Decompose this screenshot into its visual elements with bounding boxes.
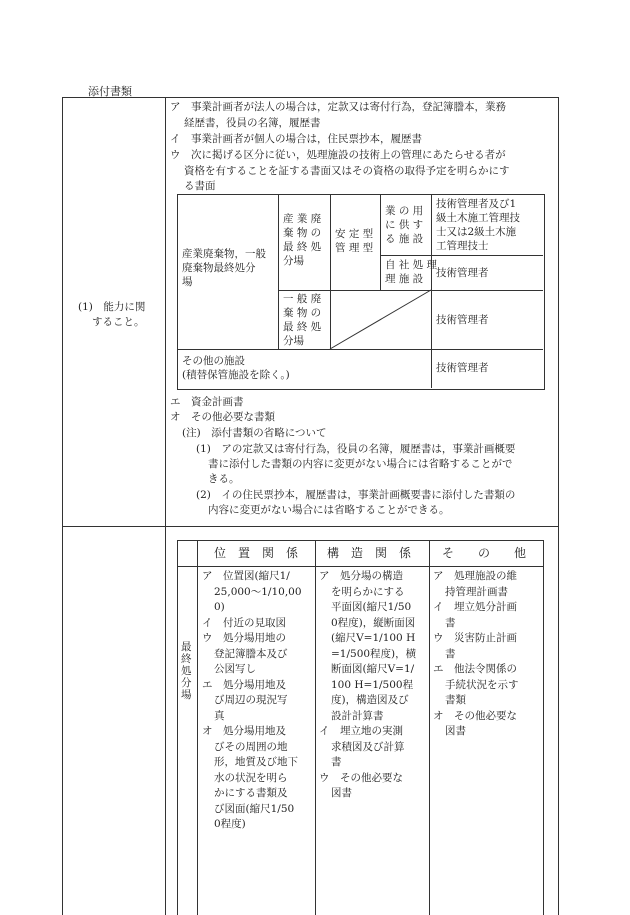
- other-facility: その他の施設 (積替保管施設を除く。): [182, 355, 290, 381]
- section1-label-line1: (1) 能力に関: [78, 301, 146, 313]
- page-title: 添付書類: [88, 85, 132, 98]
- other-line: 持管理計画書: [445, 585, 508, 598]
- row-label-final-disposal: 最終処分場: [181, 641, 192, 701]
- in-house-manager: 技術管理者: [436, 267, 489, 279]
- position-line: 水の状況を明ら: [214, 771, 288, 784]
- other-line: 手続状況を示す: [445, 678, 519, 691]
- note1-line3: きる。: [208, 473, 240, 485]
- sangyo-haikibutsu: 産 業 廃 棄 物 の 最 終 処 分場: [283, 213, 322, 267]
- other-line: 書: [445, 616, 456, 629]
- structure-line: (縮尺V=1/100 H: [331, 632, 416, 644]
- structure-line: 100 H=1/500程: [331, 678, 414, 691]
- item-u-line1: ウ 次に掲げる区分に従い，処理施設の技術上の管理にあたらせる者が: [170, 149, 506, 161]
- header-structure: 構 造 関 係: [327, 546, 412, 560]
- ippan-haikibutsu: 一 般 廃 棄 物 の 最 終 処 分場: [283, 293, 322, 347]
- position-line: 25,000～1/10,00: [214, 585, 302, 598]
- note1-line2: 書に添付した書類の内容に変更がない場合には省略することがで: [208, 458, 513, 470]
- other-line: 図書: [445, 725, 466, 737]
- item-a-line1: ア 事業計画者が法人の場合は，定款又は寄付行為，登記簿謄本，業務: [170, 101, 506, 113]
- structure-line: 求積図及び計算: [331, 740, 405, 753]
- position-line: び図面(縮尺1/50: [214, 802, 295, 815]
- item-a-line2: 経歴書，役員の名簿，履歴書: [184, 117, 321, 129]
- position-line: びその周囲の地: [214, 740, 288, 753]
- other-line: イ 埋立処分計画: [433, 601, 517, 613]
- ippan-manager: 技術管理者: [436, 314, 489, 326]
- structure-line: ア 処分場の構造: [319, 570, 403, 582]
- header-position: 位 置 関 係: [214, 546, 299, 560]
- business-facility-manager: 技術管理者及び1 級土木施工管理技 士又は2級土木施 工管理技士: [436, 198, 520, 252]
- note2-line2: 内容に変更がない場合には省略することができる。: [208, 504, 450, 516]
- position-line: イ 付近の見取図: [202, 616, 286, 629]
- structure-line: を明らかにする: [331, 585, 405, 598]
- position-line: 登記簿謄本及び: [214, 647, 288, 660]
- in-house-facility: 自 社 処 理 理 施 設: [385, 259, 438, 285]
- structure-line: イ 埋立地の実測: [319, 725, 403, 737]
- other-line: ウ 災害防止計画: [433, 632, 517, 644]
- other-line: オ その他必要な: [433, 709, 517, 722]
- item-i-line1: イ 事業計画者が個人の場合は，住民票抄本，履歴書: [170, 133, 422, 145]
- facility-type: 産業廃棄物，一般 廃棄物最終処分 場: [182, 248, 266, 288]
- position-documents: [202, 569, 302, 833]
- structure-line: 度)，構造図及び: [331, 694, 409, 706]
- structure-line: 書: [331, 756, 342, 768]
- structure-line: 設計計算書: [331, 709, 384, 722]
- other-line: エ 他法令関係の: [433, 663, 517, 675]
- section1-label-line2: すること。: [92, 316, 145, 328]
- business-facility: 業 の 用 に 供 す る 施 設: [385, 205, 424, 245]
- other-documents: [433, 569, 519, 740]
- position-line: ア 位置図(縮尺1/: [202, 570, 290, 582]
- structure-line: 断面図(縮尺V=1/: [331, 663, 415, 675]
- position-line: ウ 処分場用地の: [202, 632, 286, 644]
- structure-line: 平面図(縮尺1/50: [331, 601, 412, 613]
- item-o: オ その他必要な書類: [170, 411, 275, 423]
- note1-line1: (1) アの定款又は寄付行為，役員の名簿，履歴書は，事業計画概要: [196, 443, 516, 455]
- position-line: かにする書類及: [214, 787, 288, 799]
- position-line: 0程度): [214, 818, 246, 830]
- structure-documents: [319, 569, 416, 802]
- other-manager: 技術管理者: [436, 362, 489, 374]
- note2-line1: (2) イの住民票抄本，履歴書は，事業計画概要書に添付した書類の: [196, 489, 516, 501]
- position-line: 真: [214, 709, 225, 722]
- structure-line: 図書: [331, 787, 352, 799]
- position-line: オ 処分場用地及: [202, 725, 286, 737]
- other-line: 書類: [445, 694, 466, 706]
- structure-line: =1/500程度)，横: [331, 647, 417, 660]
- position-line: び周辺の現況写: [214, 694, 288, 706]
- item-u-line3: る書面: [184, 180, 216, 192]
- antei-kanri-type: 安 定 型 管 理 型: [335, 228, 374, 254]
- item-u-line2: 資格を有することを証する書面又はその資格の取得予定を明らかにす: [184, 165, 510, 177]
- structure-line: 0程度)，縦断面図: [331, 616, 416, 629]
- position-line: 0): [214, 601, 225, 613]
- note-heading: (注) 添付書類の省略について: [182, 427, 327, 439]
- structure-line: ウ その他必要な: [319, 771, 403, 784]
- position-line: エ 処分場用地及: [202, 678, 286, 691]
- header-other: そ の 他: [442, 546, 527, 560]
- other-line: ア 処理施設の維: [433, 570, 517, 582]
- position-line: 形，地質及び地下: [214, 756, 298, 768]
- position-line: 公図写し: [214, 663, 256, 675]
- other-line: 書: [445, 647, 456, 660]
- item-e: エ 資金計画書: [170, 396, 244, 408]
